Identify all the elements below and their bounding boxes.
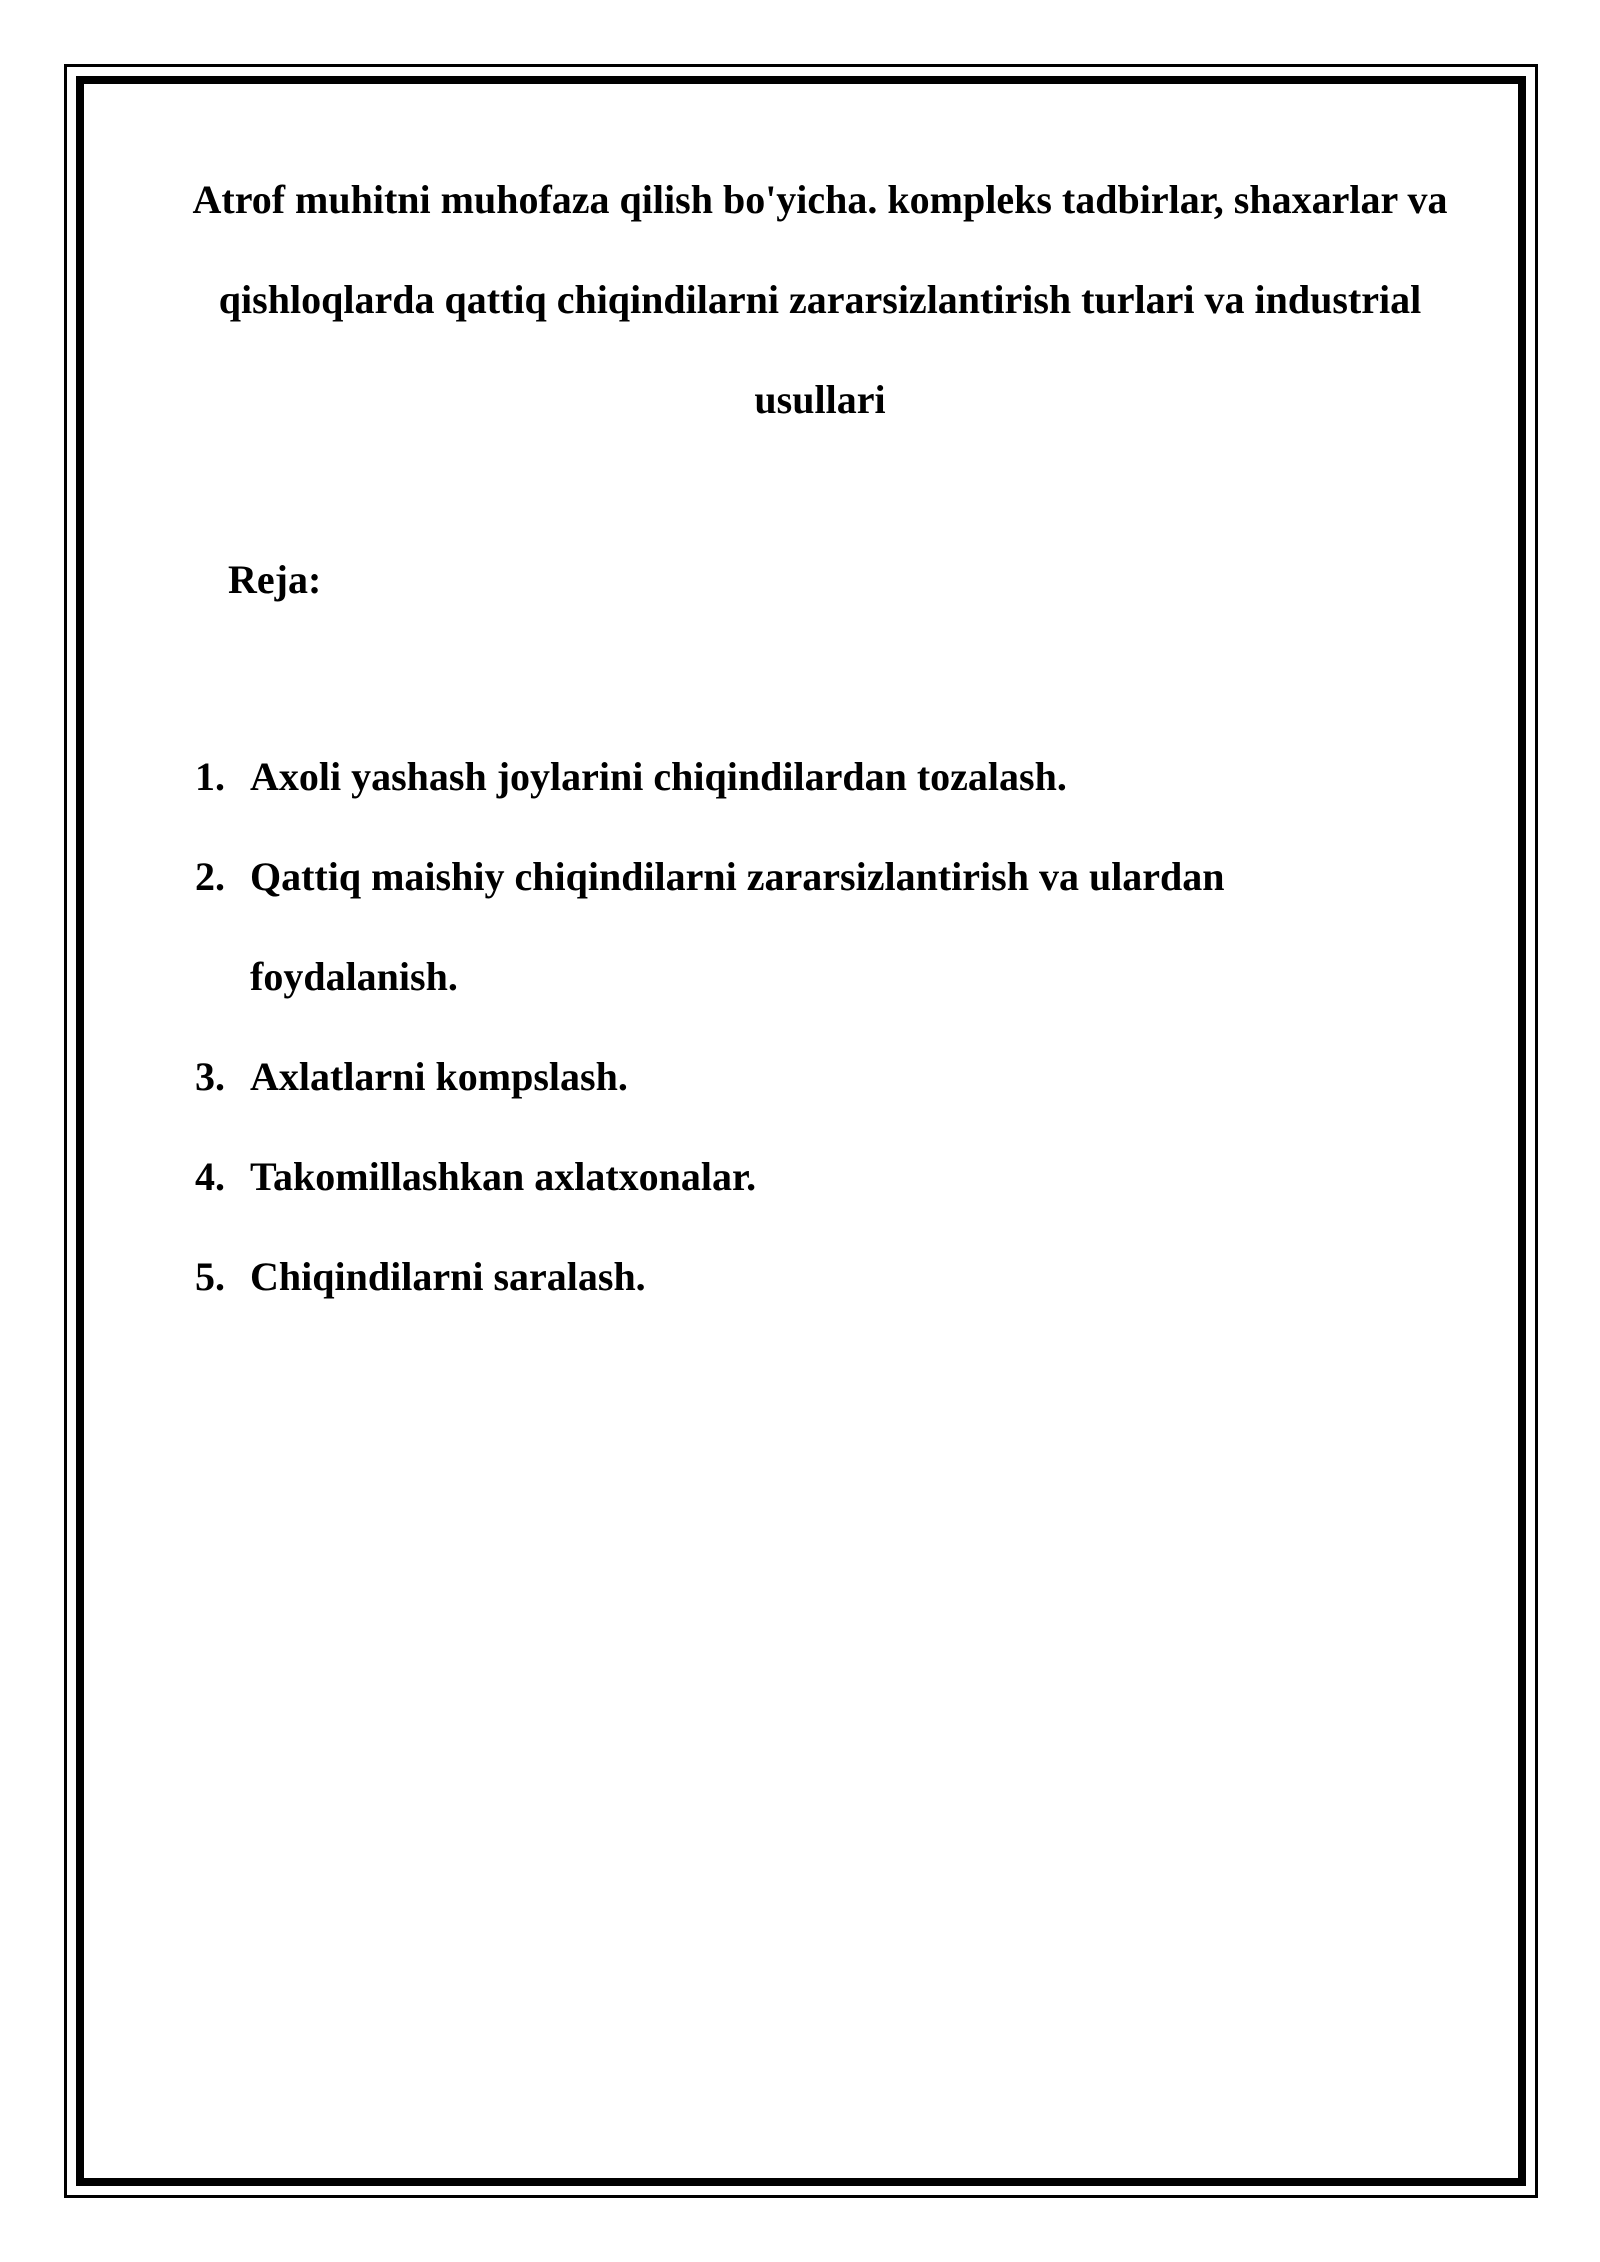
plan-item-number: 1. (195, 754, 225, 799)
plan-item-1 (195, 727, 1395, 827)
plan-item-5 (195, 1227, 1395, 1327)
plan-item-number: 3. (195, 1054, 225, 1099)
plan-item-text: Takomillashkan axlatxonalar. (250, 1154, 757, 1199)
plan-item-text: Axoli yashash joylarini chiqindilardan tozalash. (250, 754, 1067, 799)
document-title: Atrof muhitni muhofaza qilish bo'yicha. kompleks tadbirlar, shaxarlar va qishloqlarda qattiq chiqindilarni zararsizlantirish turlari va industrial usullari (192, 177, 1448, 422)
plan-item-text: Axlatlarni kompslash. (250, 1054, 628, 1099)
plan-item-number: 5. (195, 1254, 225, 1299)
plan-list (195, 727, 1395, 1327)
plan-item-number: 4. (195, 1154, 225, 1199)
plan-heading: Reja: (228, 557, 322, 602)
plan-item-3 (195, 1027, 1395, 1127)
plan-item-number: 2. (195, 854, 225, 899)
plan-item-text: Chiqindilarni saralash. (250, 1254, 646, 1299)
plan-item-4 (195, 1127, 1395, 1227)
plan-item-2 (195, 827, 1395, 1027)
plan-item-text: Qattiq maishiy chiqindilarni zararsizlantirish va ulardan foydalanish. (250, 854, 1225, 999)
